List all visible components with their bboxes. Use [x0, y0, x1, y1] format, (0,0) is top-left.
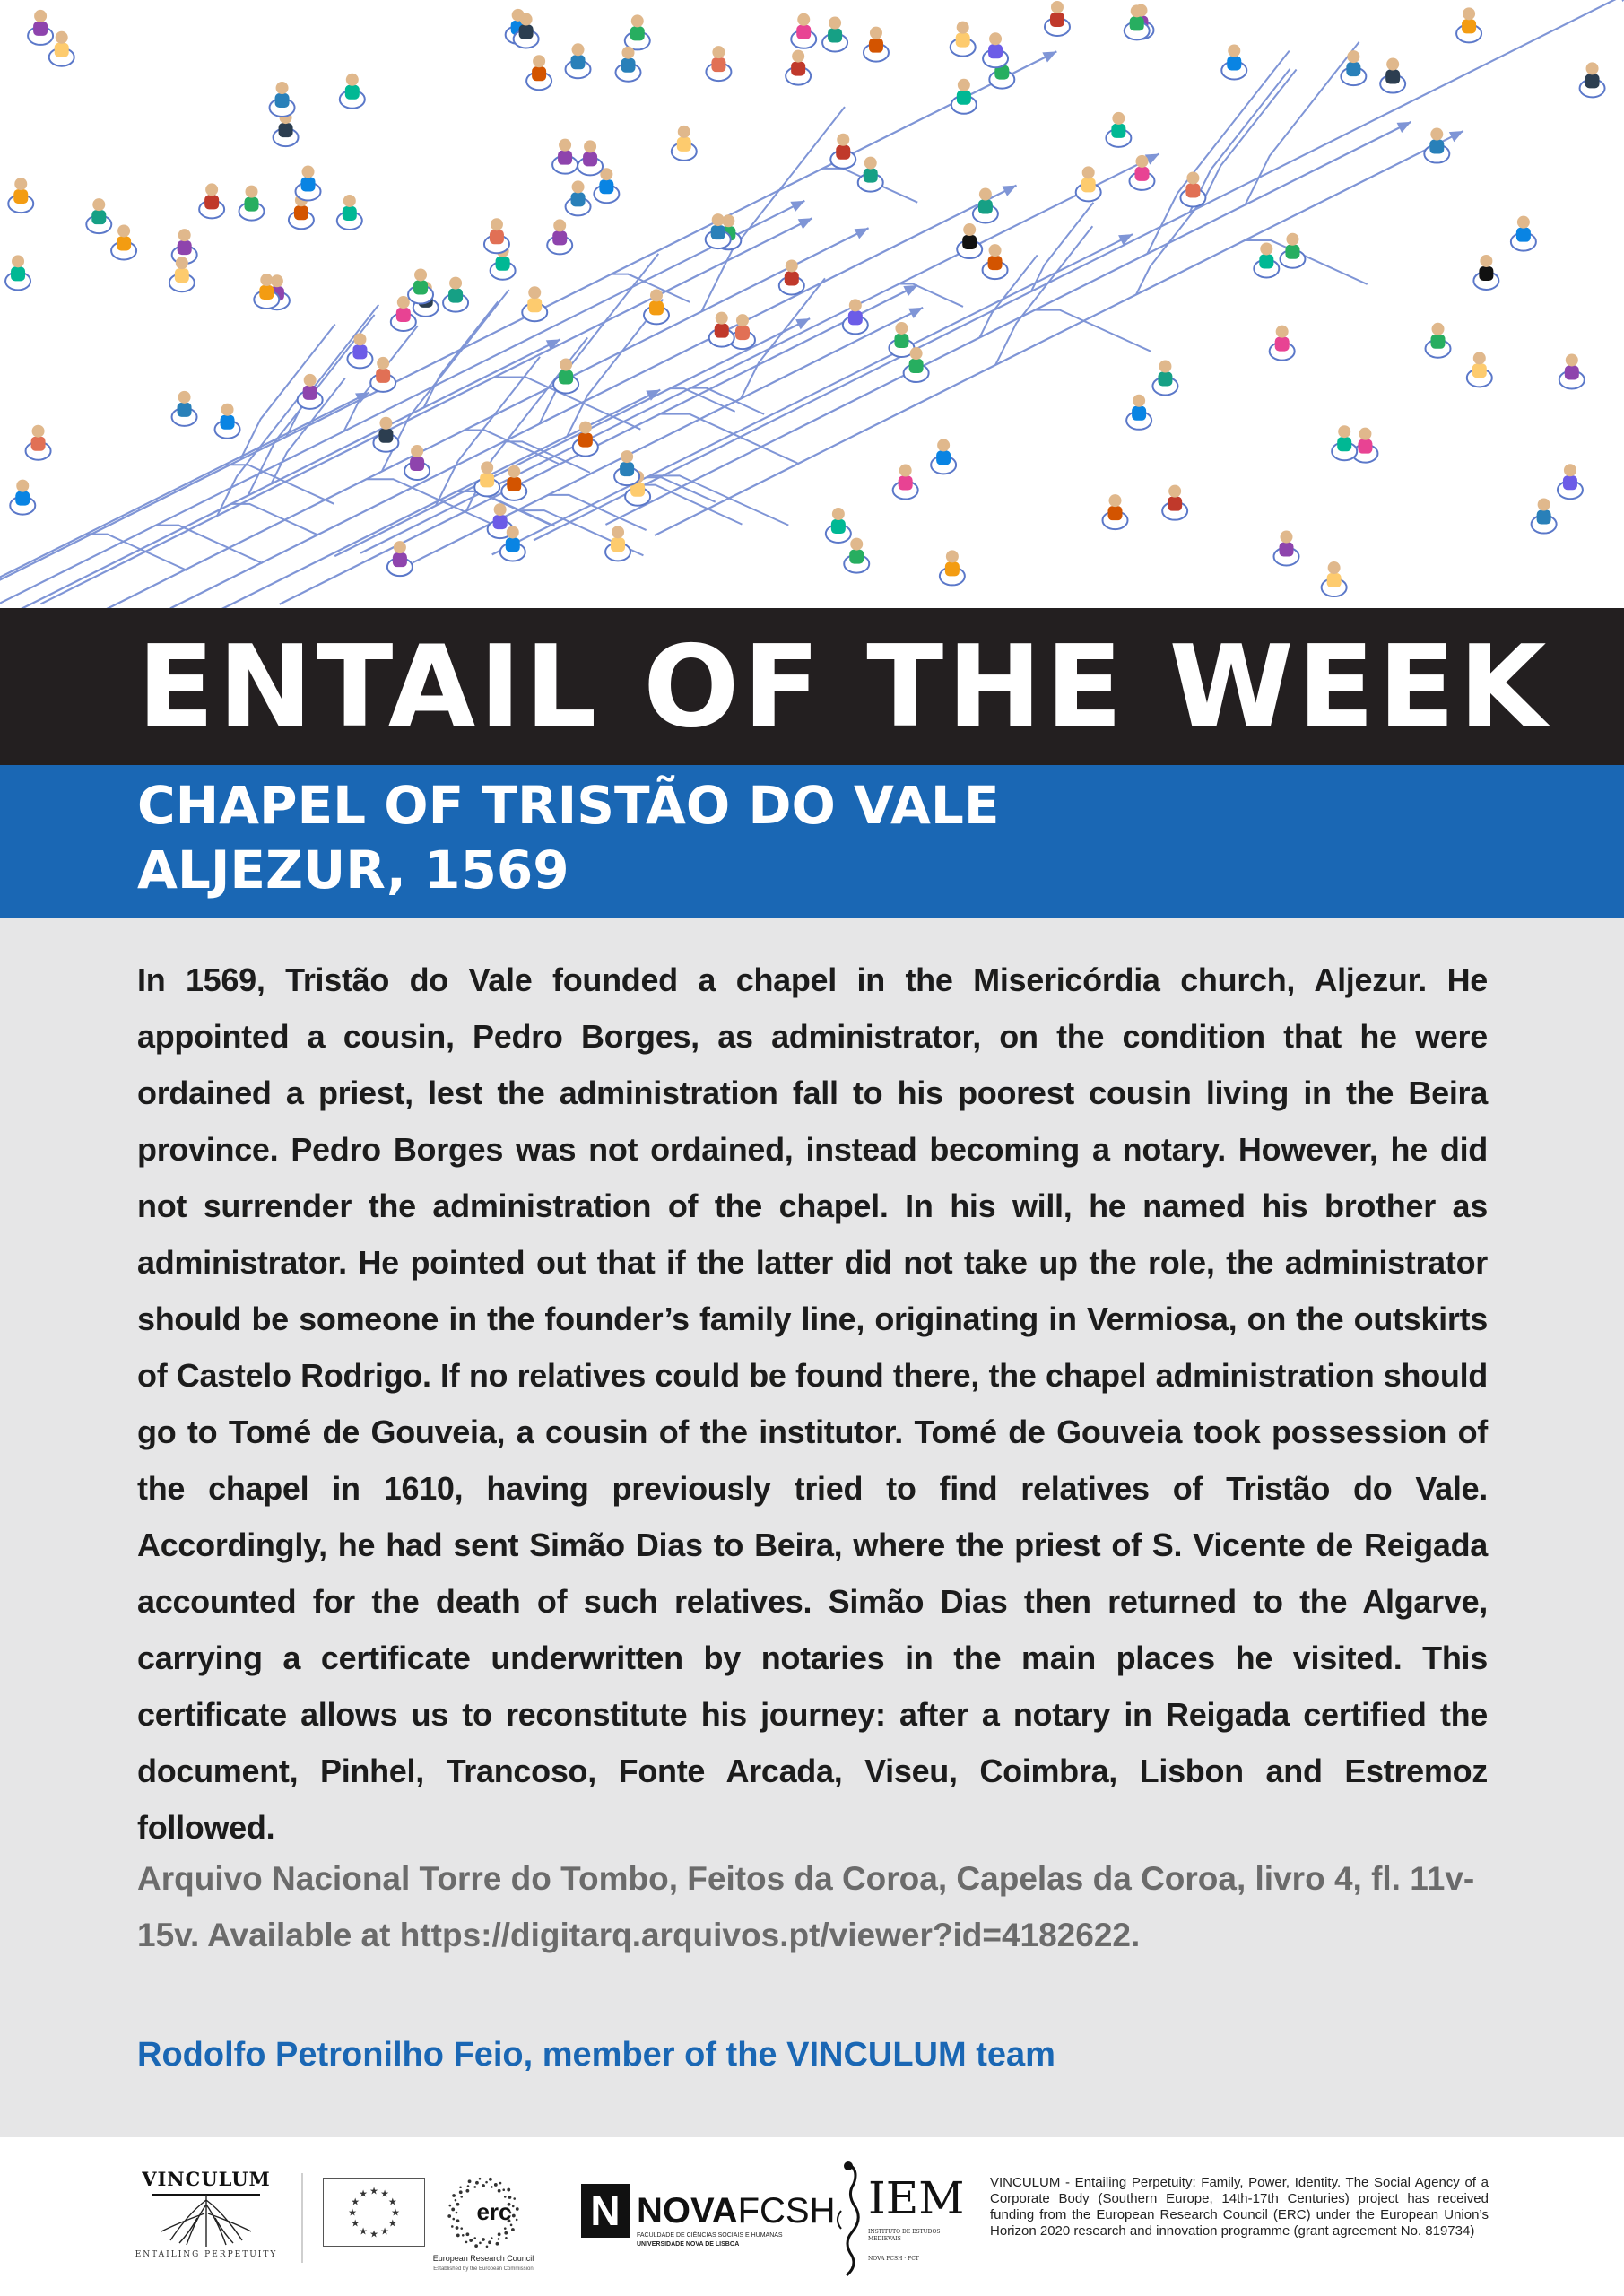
source-citation: Arquivo Nacional Torre do Tombo, Feitos da Coroa, Capelas da Coroa, livro 4, fl. 11v-15v. Available at https://digitarq.arquivos.pt/viewer?id=4182622. — [137, 1860, 1475, 1953]
title-band — [0, 608, 1624, 765]
author-credit: Rodolfo Petronilho Feio, member of the VINCULUM team — [137, 2036, 1055, 2074]
svg-text:★: ★ — [380, 2188, 389, 2200]
footer — [0, 2137, 1624, 2296]
svg-text:★: ★ — [387, 2196, 397, 2208]
nova-fcsh-logo — [581, 2184, 836, 2256]
seahorse-figure-icon — [829, 2157, 868, 2283]
subtitle-line-1: CHAPEL OF TRISTÃO DO VALE — [137, 775, 1000, 836]
svg-text:★: ★ — [348, 2207, 357, 2219]
erc-mark-text: erc — [476, 2198, 512, 2225]
svg-text:★: ★ — [387, 2218, 397, 2230]
people-network-illustration — [0, 0, 1624, 608]
nova-word-bold: NOVA — [637, 2191, 738, 2231]
main-content — [0, 918, 1624, 2137]
footer-divider — [301, 2173, 303, 2263]
iem-subtitle: INSTITUTO DE ESTUDOS MEDIEVAIS — [868, 2229, 941, 2242]
subtitle-line-2: ALJEZUR, 1569 — [137, 839, 569, 900]
iem-logo — [829, 2157, 965, 2283]
nova-subtitle-2: UNIVERSIDADE NOVA DE LISBOA — [637, 2241, 740, 2248]
erc-logo — [416, 2173, 551, 2281]
vinculum-logo — [135, 2164, 278, 2272]
nova-wordmark — [637, 2189, 836, 2232]
nova-word-rest: FCSH — [737, 2191, 836, 2231]
tree-roots-icon — [135, 2164, 278, 2254]
svg-text:★: ★ — [351, 2218, 360, 2230]
iem-mark: IEM — [868, 2172, 965, 2224]
nova-subtitle-1: FACULDADE DE CIÊNCIAS SOCIAIS E HUMANAS — [637, 2232, 783, 2239]
eu-flag-logo — [323, 2178, 425, 2247]
svg-text:★: ★ — [351, 2196, 360, 2208]
body-text: In 1569, Tristão do Vale founded a chapel in the Misericórdia church, Aljezur. He appointed a cousin, Pedro Borges, as administrator, on the condition that he were ordained a priest, lest the administration fall to his poorest cousin living in the Beira province. Pedro Borges was not ordained, instead becoming a notary. However, he did not surrender the administration of the chapel. In his will, he named his brother as administrator. He pointed out that if the latter did not take up the role, the administrator should be someone in the founder’s family line, originating in Vermiosa, on the outskirts of Castelo Rodrigo. If no relatives could be found there, the chapel administration should go to Tomé de Gouveia, a cousin of the institutor. Tomé de Gouveia took possession of the chapel in 1610, having previously tried to find relatives of Tristão do Vale. Accordingly, he had sent Simão Dias to Beira, where the priest of S. Vicente de Reigada accounted for the death of such relatives. Simão Dias then returned to the Algarve, carrying a certificate underwritten by notaries in the main places he visited. This certificate allows us to reconstitute his journey: after a notary in Reigada certified the document, Pinhel, Trancoso, Fonte Arcada, Viseu, Coimbra, Lisbon and Estremoz followed. — [137, 961, 1488, 1846]
funding-statement: VINCULUM - Entailing Perpetuity: Family, Power, Identity. The Social Agency of a Corporate Body (Southern Europe, 14th-17th Centuries) project has received funding from the European Research Council (ERC) under the European Union’s Horizon 2020 research and innovation programme (grant agreement No. 819734) — [990, 2175, 1489, 2239]
iem-subtitle-2: NOVA FCSH · FCT — [868, 2256, 919, 2262]
erc-name: European Research Council — [432, 2254, 534, 2263]
svg-text:★: ★ — [359, 2226, 368, 2238]
vinculum-logo-tagline: ENTAILING PERPETUITY — [135, 2250, 278, 2259]
erc-dots-icon — [416, 2173, 551, 2254]
svg-text:★: ★ — [369, 2229, 378, 2240]
hero-illustration — [0, 0, 1624, 608]
nova-n-mark: N — [581, 2184, 630, 2238]
svg-text:★: ★ — [380, 2226, 389, 2238]
eu-stars-icon — [324, 2179, 424, 2246]
svg-text:★: ★ — [391, 2207, 400, 2219]
page-title: ENTAIL OF THE WEEK — [137, 621, 1550, 752]
vinculum-logo-name: VINCULUM — [142, 2168, 271, 2190]
erc-subtext: Established by the European Commission — [433, 2266, 534, 2272]
svg-text:★: ★ — [369, 2186, 378, 2197]
svg-text:★: ★ — [359, 2188, 368, 2200]
subtitle-band — [0, 765, 1624, 918]
